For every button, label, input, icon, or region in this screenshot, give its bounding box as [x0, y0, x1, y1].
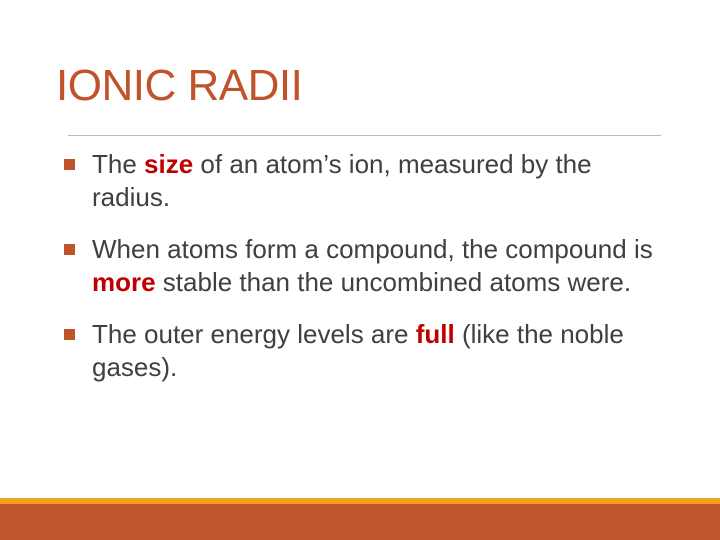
bullet-emphasis: full: [415, 319, 455, 349]
bullet-item: [64, 318, 664, 384]
slide-title: IONIC RADII: [56, 61, 303, 110]
footer-bar: [0, 504, 720, 540]
square-bullet-icon: [64, 329, 75, 340]
bullet-text-after: (like the noble gases).: [92, 319, 624, 382]
title-divider: [68, 135, 661, 136]
bullet-item: [64, 148, 664, 214]
bullet-text-after: stable than the uncombined atoms were.: [155, 267, 632, 297]
bullet-item: [64, 233, 664, 299]
bullet-text-before: The outer energy levels are: [92, 319, 416, 349]
bullet-text-after: of an atom’s ion, measured by the radius.: [92, 149, 592, 212]
bullet-emphasis: size: [144, 149, 194, 179]
bullet-text-before: When atoms form a compound, the compound is: [92, 234, 653, 264]
bullet-list: [64, 148, 664, 403]
bullet-emphasis: more: [92, 267, 156, 297]
bullet-text-before: The: [92, 149, 145, 179]
square-bullet-icon: [64, 244, 75, 255]
square-bullet-icon: [64, 159, 75, 170]
